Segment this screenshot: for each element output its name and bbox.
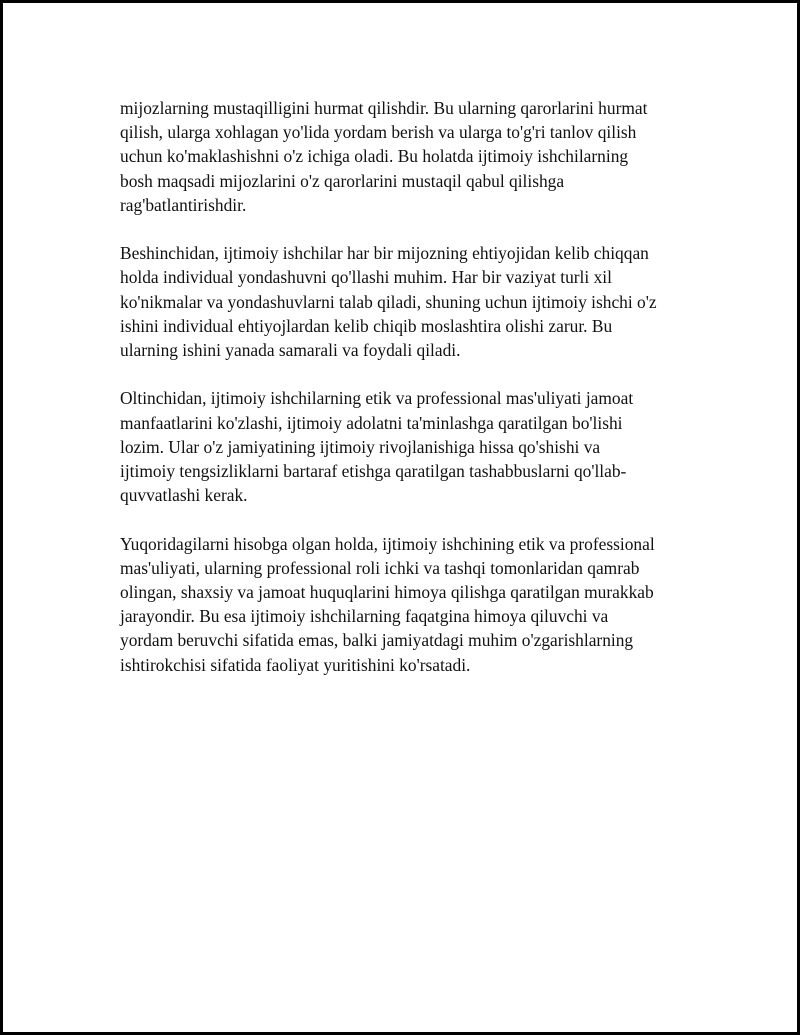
text-line: Beshinchidan, ijtimoiy ishchilar har bir mijozning ehtiyojidan kelib chiqqan (120, 243, 649, 264)
text-line: mas'uliyati, ularning professional roli ichki va tashqi tomonlaridan qamrab (120, 557, 640, 578)
text-line: ijtimoiy tengsizliklarni bartaraf etishga qaratilgan tashabbuslarni qo'llab- (120, 461, 627, 482)
text-line: rag'batlantirishdir. (120, 194, 247, 215)
paragraph (120, 96, 700, 217)
text-line: jarayondir. Bu esa ijtimoiy ishchilarning faqatgina himoya qiluvchi va (120, 606, 609, 627)
text-line: manfaatlarini ko'zlashi, ijtimoiy adolatni ta'minlashga qaratilgan bo'lishi (120, 412, 623, 433)
text-line: uchun ko'maklashishni o'z ichiga oladi. Bu holatda ijtimoiy ishchilarning (120, 146, 629, 167)
text-line: ko'nikmalar va yondashuvlarni talab qiladi, shuning uchun ijtimoiy ishchi o'z (120, 291, 657, 312)
text-line: yordam beruvchi sifatida emas, balki jamiyatdagi muhim o'zgarishlarning (120, 630, 634, 651)
text-line: mijozlarning mustaqilligini hurmat qilishdir. Bu ularning qarorlarini hurmat (120, 98, 648, 118)
paragraph (120, 241, 700, 362)
text-line: Yuqoridagilarni hisobga olgan holda, ijtimoiy ishchining etik va professional (120, 533, 655, 554)
text-line: olingan, shaxsiy va jamoat huquqlarini himoya qilishga qaratilgan murakkab (120, 582, 654, 603)
text-line: holda individual yondashuvni qo'llashi muhim. Har bir vaziyat turli xil (120, 267, 612, 288)
paragraph (120, 386, 700, 507)
text-line: quvvatlashi kerak. (120, 485, 248, 506)
text-line: ularning ishini yanada samarali va foydali qiladi. (120, 340, 461, 361)
text-line: Oltinchidan, ijtimoiy ishchilarning etik va professional mas'uliyati jamoat (120, 388, 634, 409)
document-body (120, 96, 700, 701)
text-line: lozim. Ular o'z jamiyatining ijtimoiy rivojlanishiga hissa qo'shishi va (120, 436, 601, 457)
text-line: ishtirokchisi sifatida faoliyat yuritishini ko'rsatadi. (120, 654, 471, 675)
text-line: ishini individual ehtiyojlardan kelib chiqib moslashtira olishi zarur. Bu (120, 315, 613, 336)
text-line: bosh maqsadi mijozlarini o'z qarorlarini mustaqil qabul qilishga (120, 170, 565, 191)
paragraph (120, 532, 700, 677)
text-line: qilish, ularga xohlagan yo'lida yordam berish va ularga to'g'ri tanlov qilish (120, 122, 637, 143)
